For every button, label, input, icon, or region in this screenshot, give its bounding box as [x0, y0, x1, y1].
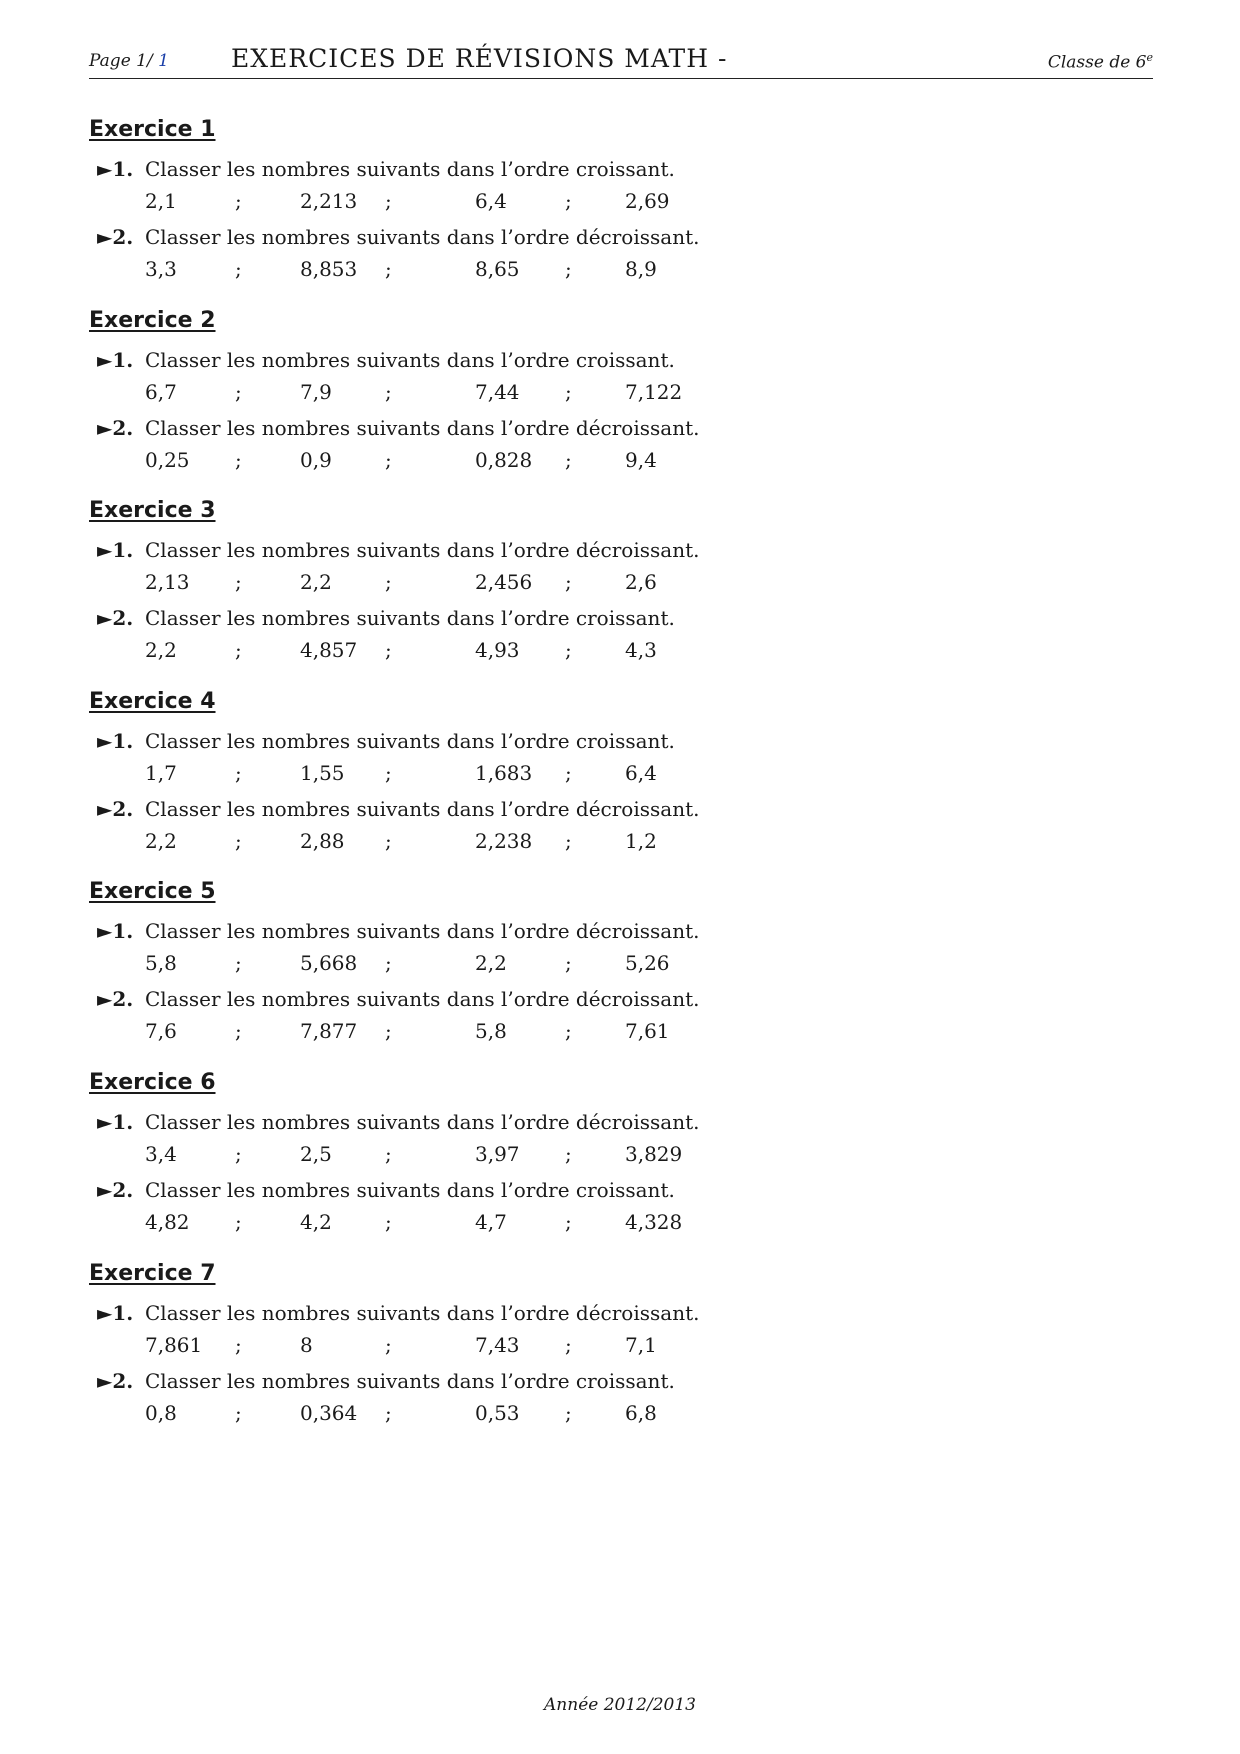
number-value: 7,122: [625, 380, 683, 404]
number-value: 7,6: [145, 1019, 177, 1043]
exercise-title: Exercice 7: [89, 1261, 216, 1286]
number-value: 8,9: [625, 257, 657, 281]
question-text: Classer les nombres suivants dans l’ordre croissant.: [145, 1369, 675, 1393]
number-value: 5,668: [300, 951, 358, 975]
question-number: ►1.: [97, 1110, 134, 1134]
exercise-5: [89, 879, 729, 1045]
number-value: 1,7: [145, 761, 177, 785]
separator: ;: [385, 829, 392, 853]
separator: ;: [235, 1333, 242, 1357]
separator: ;: [235, 257, 242, 281]
exercise-4: [89, 689, 729, 855]
question-1: [89, 338, 729, 406]
exercise-1: [89, 117, 729, 283]
separator: ;: [235, 1142, 242, 1166]
question-1: [89, 1291, 729, 1359]
question-text: Classer les nombres suivants dans l’ordre croissant.: [145, 1178, 675, 1202]
number-value: 5,8: [145, 951, 177, 975]
question-text: Classer les nombres suivants dans l’ordre croissant.: [145, 348, 675, 372]
question-2: [89, 406, 729, 474]
number-value: 7,861: [145, 1333, 203, 1357]
separator: ;: [565, 1210, 572, 1234]
question-1: [89, 719, 729, 787]
number-value: 7,9: [300, 380, 332, 404]
question-number: ►2.: [97, 987, 134, 1011]
separator: ;: [385, 380, 392, 404]
question-number: ►1.: [97, 348, 134, 372]
question-text: Classer les nombres suivants dans l’ordre croissant.: [145, 729, 675, 753]
separator: ;: [235, 829, 242, 853]
separator: ;: [235, 380, 242, 404]
separator: ;: [385, 638, 392, 662]
exercise-title: Exercice 1: [89, 117, 216, 142]
separator: ;: [385, 1210, 392, 1234]
separator: ;: [235, 1210, 242, 1234]
question-text: Classer les nombres suivants dans l’ordre décroissant.: [145, 797, 700, 821]
number-value: 7,1: [625, 1333, 657, 1357]
separator: ;: [235, 951, 242, 975]
number-value: 0,9: [300, 448, 332, 472]
separator: ;: [565, 1333, 572, 1357]
exercise-title: Exercice 3: [89, 498, 216, 523]
number-value: 7,877: [300, 1019, 358, 1043]
exercise-title: Exercice 4: [89, 689, 216, 714]
question-1: [89, 1100, 729, 1168]
number-value: 6,7: [145, 380, 177, 404]
number-value: 6,4: [475, 189, 507, 213]
separator: ;: [565, 257, 572, 281]
separator: ;: [385, 1333, 392, 1357]
separator: ;: [565, 951, 572, 975]
separator: ;: [235, 1401, 242, 1425]
number-value: 2,69: [625, 189, 670, 213]
separator: ;: [385, 951, 392, 975]
number-value: 2,1: [145, 189, 177, 213]
separator: ;: [565, 1401, 572, 1425]
question-text: Classer les nombres suivants dans l’ordre décroissant.: [145, 1301, 700, 1325]
separator: ;: [565, 380, 572, 404]
question-number: ►1.: [97, 157, 134, 181]
question-2: [89, 977, 729, 1045]
number-value: 6,4: [625, 761, 657, 785]
question-text: Classer les nombres suivants dans l’ordre croissant.: [145, 157, 675, 181]
number-value: 7,44: [475, 380, 520, 404]
page-number: [89, 51, 169, 71]
number-value: 7,61: [625, 1019, 670, 1043]
question-2: [89, 215, 729, 283]
number-value: 7,43: [475, 1333, 520, 1357]
question-number: ►1.: [97, 538, 134, 562]
separator: ;: [565, 189, 572, 213]
number-value: 0,53: [475, 1401, 520, 1425]
class-label: [1048, 51, 1153, 73]
exercise-3: [89, 498, 729, 664]
separator: ;: [565, 448, 572, 472]
question-2: [89, 787, 729, 855]
separator: ;: [235, 1019, 242, 1043]
number-value: 4,857: [300, 638, 358, 662]
number-value: 2,213: [300, 189, 358, 213]
question-number: ►2.: [97, 416, 134, 440]
number-value: 3,97: [475, 1142, 520, 1166]
number-value: 1,55: [300, 761, 345, 785]
number-value: 9,4: [625, 448, 657, 472]
class-superscript: e: [1146, 51, 1153, 64]
question-text: Classer les nombres suivants dans l’ordre décroissant.: [145, 919, 700, 943]
separator: ;: [565, 829, 572, 853]
exercise-7: [89, 1261, 729, 1427]
separator: ;: [235, 189, 242, 213]
number-value: 8,853: [300, 257, 358, 281]
number-value: 4,2: [300, 1210, 332, 1234]
number-value: 1,683: [475, 761, 533, 785]
number-value: 5,8: [475, 1019, 507, 1043]
number-value: 2,456: [475, 570, 533, 594]
number-value: 6,8: [625, 1401, 657, 1425]
separator: ;: [385, 761, 392, 785]
separator: ;: [565, 570, 572, 594]
question-number: ►1.: [97, 919, 134, 943]
number-value: 5,26: [625, 951, 670, 975]
question-text: Classer les nombres suivants dans l’ordre décroissant.: [145, 538, 700, 562]
page-header: [89, 44, 1153, 79]
separator: ;: [385, 1142, 392, 1166]
number-value: 2,2: [475, 951, 507, 975]
number-value: 8,65: [475, 257, 520, 281]
number-value: 1,2: [625, 829, 657, 853]
number-value: 3,3: [145, 257, 177, 281]
number-value: 2,13: [145, 570, 190, 594]
separator: ;: [385, 448, 392, 472]
number-value: 2,5: [300, 1142, 332, 1166]
number-value: 0,8: [145, 1401, 177, 1425]
number-value: 0,25: [145, 448, 190, 472]
question-2: [89, 596, 729, 664]
question-text: Classer les nombres suivants dans l’ordre décroissant.: [145, 987, 700, 1011]
question-2: [89, 1168, 729, 1236]
exercise-2: [89, 308, 729, 474]
question-number: ►2.: [97, 225, 134, 249]
exercise-6: [89, 1070, 729, 1236]
exercise-title: Exercice 5: [89, 879, 216, 904]
number-value: 4,3: [625, 638, 657, 662]
question-text: Classer les nombres suivants dans l’ordre décroissant.: [145, 225, 700, 249]
exercise-title: Exercice 2: [89, 308, 216, 333]
question-number: ►2.: [97, 606, 134, 630]
separator: ;: [235, 448, 242, 472]
separator: ;: [235, 570, 242, 594]
document-title: EXERCICES DE RÉVISIONS MATH -: [231, 44, 728, 73]
separator: ;: [565, 638, 572, 662]
exercise-title: Exercice 6: [89, 1070, 216, 1095]
separator: ;: [385, 189, 392, 213]
number-value: 4,328: [625, 1210, 683, 1234]
question-1: [89, 909, 729, 977]
number-value: 2,2: [145, 638, 177, 662]
separator: ;: [385, 570, 392, 594]
question-number: ►2.: [97, 797, 134, 821]
separator: ;: [385, 257, 392, 281]
question-number: ►2.: [97, 1369, 134, 1393]
number-value: 2,88: [300, 829, 345, 853]
separator: ;: [385, 1019, 392, 1043]
page-total-link[interactable]: 1: [158, 51, 169, 71]
separator: ;: [565, 1019, 572, 1043]
number-value: 2,6: [625, 570, 657, 594]
question-1: [89, 528, 729, 596]
question-1: [89, 147, 729, 215]
number-value: 3,829: [625, 1142, 683, 1166]
separator: ;: [235, 638, 242, 662]
number-value: 0,364: [300, 1401, 358, 1425]
number-value: 3,4: [145, 1142, 177, 1166]
number-value: 0,828: [475, 448, 533, 472]
number-value: 4,7: [475, 1210, 507, 1234]
number-value: 2,2: [300, 570, 332, 594]
separator: ;: [565, 1142, 572, 1166]
question-text: Classer les nombres suivants dans l’ordre décroissant.: [145, 416, 700, 440]
number-value: 2,238: [475, 829, 533, 853]
question-2: [89, 1359, 729, 1427]
question-text: Classer les nombres suivants dans l’ordre décroissant.: [145, 1110, 700, 1134]
separator: ;: [385, 1401, 392, 1425]
page-prefix: Page 1/: [89, 51, 153, 71]
question-number: ►1.: [97, 729, 134, 753]
number-value: 4,82: [145, 1210, 190, 1234]
separator: ;: [565, 761, 572, 785]
number-value: 4,93: [475, 638, 520, 662]
class-text: Classe de 6: [1047, 52, 1147, 73]
question-number: ►2.: [97, 1178, 134, 1202]
number-value: 8: [300, 1333, 313, 1357]
page-footer: Année 2012/2013: [544, 1695, 696, 1715]
number-value: 2,2: [145, 829, 177, 853]
question-number: ►1.: [97, 1301, 134, 1325]
separator: ;: [235, 761, 242, 785]
question-text: Classer les nombres suivants dans l’ordre croissant.: [145, 606, 675, 630]
